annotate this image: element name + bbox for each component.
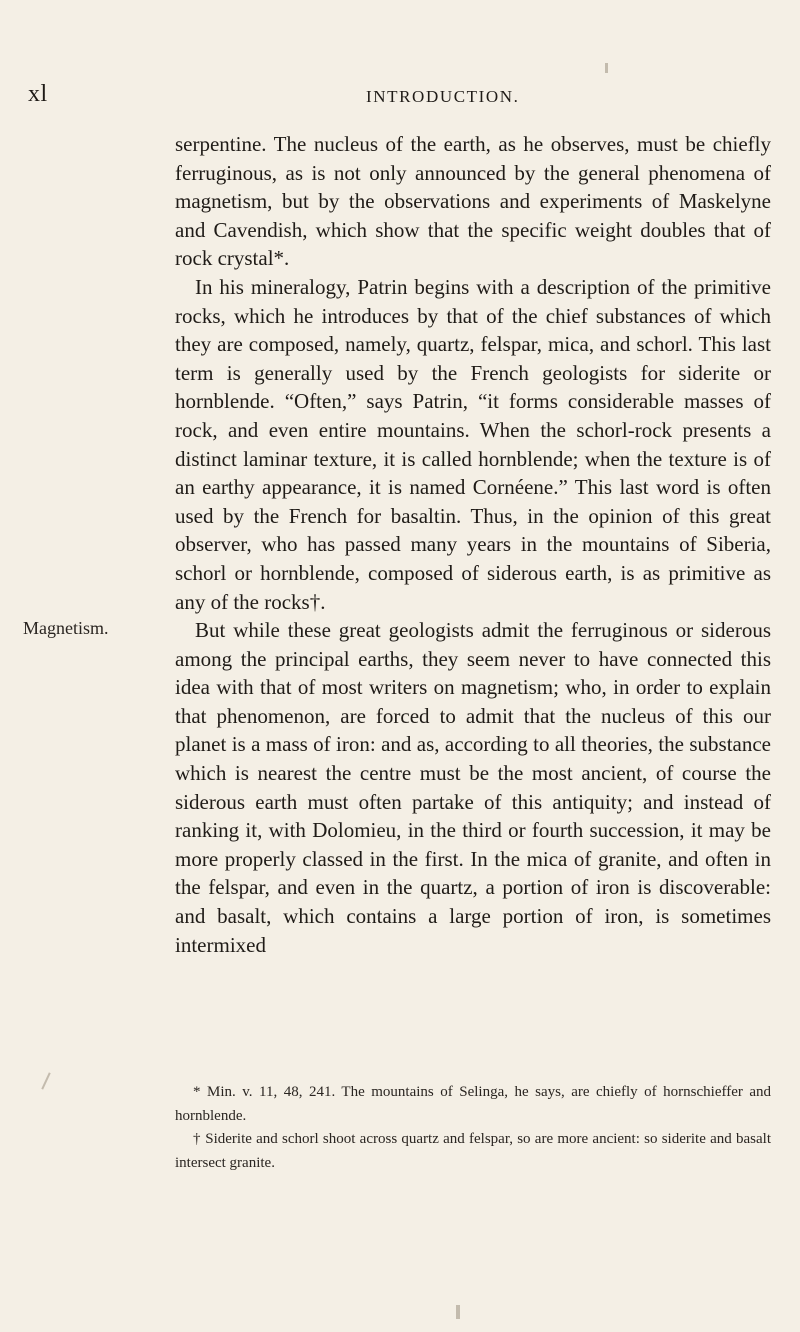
- paper-speck: [41, 1072, 50, 1089]
- paper-speck: [605, 63, 608, 73]
- running-head: INTRODUCTION.: [366, 87, 520, 106]
- footnotes: [175, 1081, 771, 1175]
- body-text: [175, 130, 771, 959]
- footnote-1: * Min. v. 11, 48, 241. The mountains of Selinga, he says, are chiefly of hornschieffer and hornblende.: [175, 1084, 771, 1124]
- footnote-2: † Siderite and schorl shoot across quartz and felspar, so are more ancient: so siderite and basalt intersect granite.: [175, 1131, 771, 1171]
- margin-note-magnetism: Magnetism.: [23, 618, 109, 638]
- paragraph-3: But while these great geologists admit the ferruginous or siderous among the principal earths, they seem never to have connected this idea with that of most writers on magnetism; who, in order to explain that phenomenon, are forced to admit that the nucleus of this our planet is a mass of iron: and as, according to all theories, the substance which is nearest the centre must be the most ancient, of course the siderous earth must often partake of this antiquity; and instead of ranking it, with Dolomieu, in the third or fourth succession, it may be more properly classed in the first. In the mica of granite, and often in the felspar, and even in the quartz, a portion of iron is discoverable: and basalt, which contains a large portion of iron, is sometimes intermixed: [175, 618, 771, 957]
- paper-speck: [456, 1305, 460, 1319]
- paragraph-2: In his mineralogy, Patrin begins with a description of the primitive rocks, which he introduces by that of the chief substances of which they are composed, namely, quartz, felspar, mica, and schorl. This last term is generally used by the French geologists for siderite or hornblende. “Often,” says Patrin, “it forms considerable masses of rock, and even entire mountains. When the schorl-rock presents a distinct laminar texture, it is called hornblende; when the texture is of an earthy appearance, it is named Cornéene.” This last word is often used by the French for basaltin. Thus, in the opinion of this great observer, who has passed many years in the mountains of Siberia, schorl or hornblende, composed of siderous earth, is as primitive as any of the rocks†.: [175, 274, 771, 614]
- page-number: xl: [28, 81, 48, 107]
- paragraph-1: serpentine. The nucleus of the earth, as he observes, must be chiefly ferruginous, as is not only announced by the general phenomena of magnetism, but by the observations and experiments of Maskelyne and Cavendish, which show that the specific weight doubles that of rock crystal*.: [175, 132, 771, 271]
